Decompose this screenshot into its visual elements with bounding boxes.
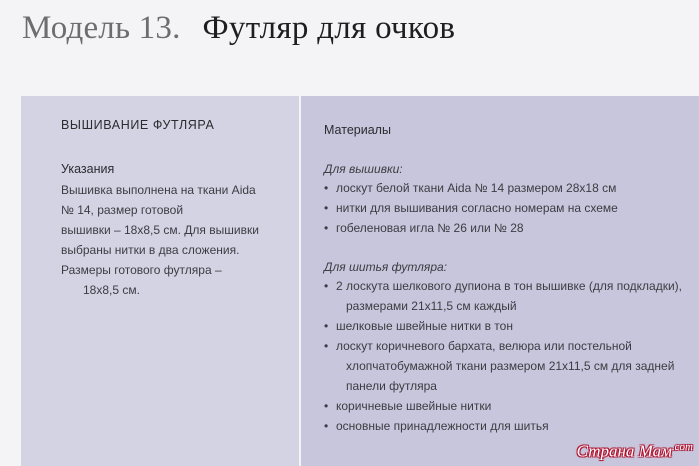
materials-panel xyxy=(301,96,699,466)
bullet-icon: • xyxy=(324,319,329,333)
bullet-icon: • xyxy=(324,201,329,215)
bullet-icon: • xyxy=(324,399,329,413)
page-header xyxy=(22,10,455,50)
embroidery-instructions-panel xyxy=(21,96,299,466)
list-item: • шелковые швейные нитки в тон xyxy=(324,316,694,336)
instructions-text xyxy=(61,180,259,300)
sewing-group-label: Для шитья футляра: xyxy=(324,260,447,274)
page-title: Футляр для очков xyxy=(202,10,456,46)
instructions-line: 18х8,5 см. xyxy=(83,283,140,297)
list-item: • лоскут коричневого бархата, велюра или постельной хлопчатобумажной ткани размером 21х11,5 см для задней панели футляра xyxy=(324,336,694,396)
instructions-line: выбраны нитки в два сложения. xyxy=(61,243,240,257)
site-watermark: Страна Мам$^{.com}$ xyxy=(576,441,693,461)
instructions-line: Размеры готового футляра – xyxy=(61,263,222,277)
instructions-line: Вышивка выполнена на ткани Aida xyxy=(61,183,256,197)
embroidery-group-label: Для вышивки: xyxy=(324,162,403,176)
bullet-icon: • xyxy=(324,279,329,293)
bullet-icon: • xyxy=(324,221,329,235)
list-item: • коричневые швейные нитки xyxy=(324,396,694,416)
list-item: • 2 лоскута шелкового дупиона в тон вышивке (для подкладки), размерами 21х11,5 см каждый xyxy=(324,276,694,316)
instructions-heading: Указания xyxy=(61,162,115,176)
list-item: • гобеленовая игла № 26 или № 28 xyxy=(324,218,694,238)
bullet-icon: • xyxy=(324,419,329,433)
list-item: • лоскут белой ткани Aida № 14 размером 28х18 см xyxy=(324,178,694,198)
sewing-materials-list xyxy=(324,276,694,436)
instructions-line: вышивки – 18х8,5 см. Для вышивки xyxy=(61,223,259,237)
instructions-line: № 14, размер готовой xyxy=(61,203,184,217)
section-heading: ВЫШИВАНИЕ ФУТЛЯРА xyxy=(61,118,215,132)
list-item: • основные принадлежности для шитья xyxy=(324,416,694,436)
list-item: • нитки для вышивания согласно номерам на схеме xyxy=(324,198,694,218)
bullet-icon: • xyxy=(324,339,329,353)
bullet-icon: • xyxy=(324,181,329,195)
embroidery-materials-list xyxy=(324,178,694,238)
model-number-label: Модель 13. xyxy=(22,10,181,46)
materials-heading: Материалы xyxy=(324,123,391,137)
